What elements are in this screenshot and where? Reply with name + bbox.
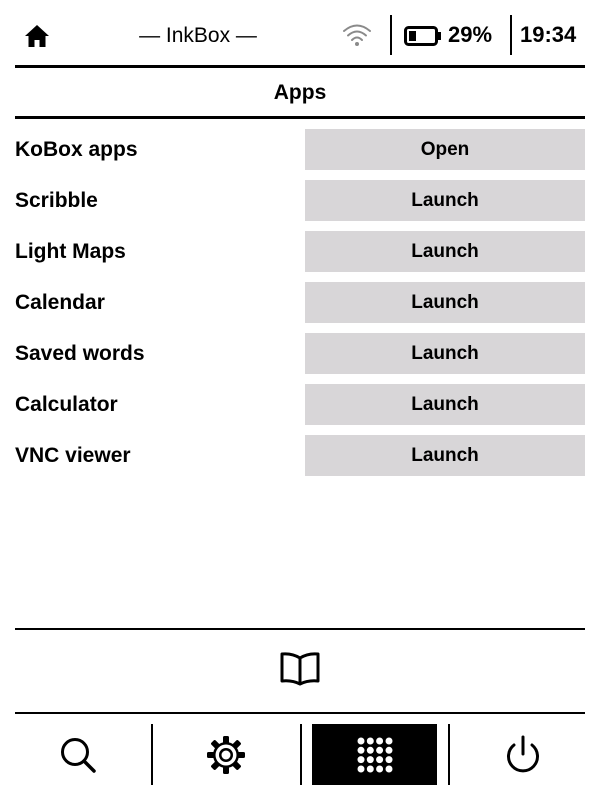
list-item	[15, 282, 585, 323]
launch-button[interactable]: Launch	[305, 282, 585, 323]
page-title: Apps	[273, 81, 327, 104]
launch-button[interactable]: Launch	[305, 384, 585, 425]
launch-button[interactable]: Launch	[305, 180, 585, 221]
app-name: Calculator	[15, 393, 118, 416]
open-button[interactable]: Open	[305, 129, 585, 170]
device-name: — InkBox —	[139, 24, 257, 47]
status-separator	[390, 15, 392, 55]
battery-percentage: 29%	[448, 22, 493, 47]
status-bar	[0, 0, 600, 66]
footer-divider	[15, 628, 585, 630]
launch-button[interactable]: Launch	[305, 435, 585, 476]
battery-icon	[404, 26, 442, 46]
search-button[interactable]	[15, 724, 140, 785]
nav-separator	[151, 724, 153, 785]
list-item	[15, 333, 585, 374]
wifi-icon	[342, 22, 372, 48]
gear-icon	[204, 733, 248, 777]
book-icon	[279, 651, 321, 687]
power-button[interactable]	[460, 724, 585, 785]
list-item	[15, 231, 585, 272]
settings-button[interactable]	[163, 724, 288, 785]
header-divider	[15, 65, 585, 68]
clock: 19:34	[520, 22, 577, 47]
home-icon	[24, 24, 50, 48]
app-name: KoBox apps	[15, 138, 138, 161]
app-name: Light Maps	[15, 240, 126, 263]
apps-button[interactable]	[312, 724, 437, 785]
home-button[interactable]	[22, 22, 52, 50]
app-name: VNC viewer	[15, 444, 131, 467]
nav-separator	[300, 724, 302, 785]
title-divider	[15, 116, 585, 119]
list-item	[15, 435, 585, 476]
list-item	[15, 180, 585, 221]
list-item	[15, 384, 585, 425]
app-name: Saved words	[15, 342, 145, 365]
library-button[interactable]	[275, 648, 325, 690]
status-separator	[510, 15, 512, 55]
app-name: Calendar	[15, 291, 105, 314]
search-icon	[58, 735, 98, 775]
app-name: Scribble	[15, 189, 98, 212]
launch-button[interactable]: Launch	[305, 333, 585, 374]
launch-button[interactable]: Launch	[305, 231, 585, 272]
nav-separator	[448, 724, 450, 785]
nav-divider	[15, 712, 585, 714]
power-icon	[503, 734, 543, 776]
list-item	[15, 129, 585, 170]
apps-grid-icon	[356, 736, 394, 774]
